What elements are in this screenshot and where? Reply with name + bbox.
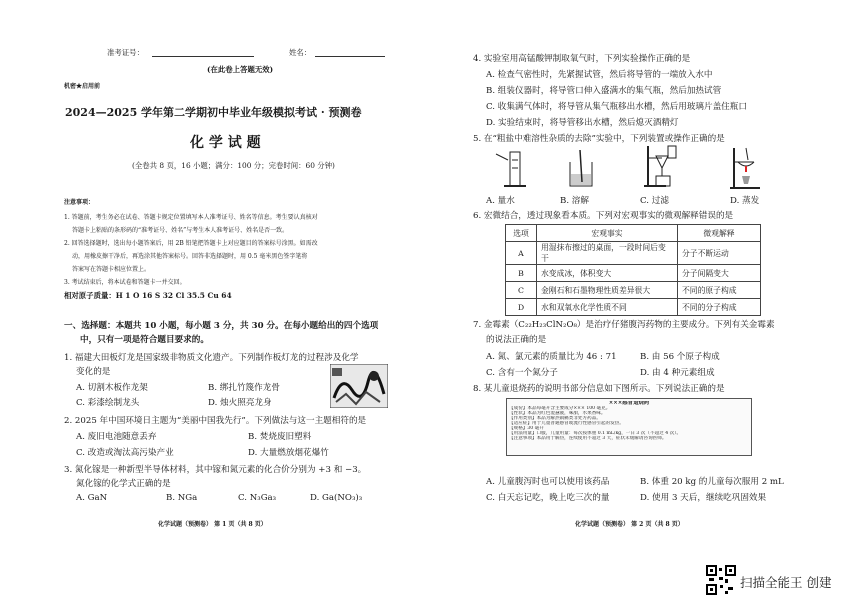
table-row (506, 299, 761, 316)
q4-option-c: C. 收集满气体时，将导管从集气瓶移出水槽，然后用玻璃片盖住瓶口 (486, 102, 747, 112)
section1-heading-cont: 中，只有一项是符合题目要求的。 (80, 335, 209, 345)
q2-option-c: C. 改造或淘汰高污染产业 (76, 448, 174, 458)
q3-option-a: A. GaN (76, 493, 108, 503)
q7-option-a: A. 氮、氯元素的质量比为 46 : 71 (486, 352, 617, 362)
q2-stem: 2. 2025 年中国环境日主题为“美丽中国我先行”。下列做法与这一主题相符的是 (64, 416, 367, 426)
q1-stem: 1. 福建大田板灯龙是国家级非物质文化遗产。下列制作板灯龙的过程涉及化学 (64, 353, 359, 363)
section1-heading: 一、选择题：本题共 10 小题，每小题 3 分，共 30 分。在每小题给出的四个选项 (64, 321, 379, 331)
table-cell: 分子间隔变大 (678, 265, 761, 282)
watermark-text: 扫描全能王 创建 (740, 575, 832, 590)
table-row (506, 242, 761, 265)
evaporation-setup-icon (726, 144, 766, 190)
filtration-setup-icon (640, 142, 684, 190)
q7-option-b: B. 由 56 个原子构成 (640, 352, 720, 362)
table-cell: 水和双氧水化学性质不同 (537, 299, 678, 316)
q5-option-a: A. 量水 (486, 196, 515, 206)
instruction-line: 【作用类别】本品为解热镇痛类非处方药品。 (509, 416, 601, 421)
table-cell: 水变成冰，体积变大 (537, 265, 678, 282)
table-cell: 用湿抹布擦过的桌面，一段时间后变干 (537, 242, 678, 265)
q4-stem: 4. 实验室用高锰酸钾制取氧气时，下列实验操作正确的是 (473, 54, 691, 64)
name-label: 姓名： (289, 48, 312, 57)
secret-label: 机密★启用前 (64, 83, 101, 90)
q3-option-d: D. Ga(NO₃)₃ (310, 493, 363, 503)
q4-option-d: D. 实验结束时，将导管移出水槽，然后熄灭酒精灯 (486, 118, 679, 128)
invalid-note: (在此卷上答题无效) (207, 65, 274, 74)
q3-stem: 3. 氮化镓是一种新型半导体材料，其中镓和氮元素的化合价分别为 +3 和 −3。 (64, 465, 367, 475)
q2-option-b: B. 焚烧废旧塑料 (248, 432, 312, 442)
exam-id-line (152, 56, 254, 57)
q8-option-a: A. 儿童腹泻时也可以使用该药品 (486, 477, 610, 487)
q8-option-d: D. 使用 3 天后，继续吃巩固效果 (640, 493, 767, 503)
q4-option-b: B. 组装仪器时，将导管口伸入盛满水的集气瓶，然后加热试管 (486, 86, 722, 96)
medicine-instructions-box (506, 398, 752, 456)
q1-option-b: B. 绑扎竹篾作龙骨 (208, 383, 280, 393)
table-cell: A (506, 242, 537, 265)
table-row (506, 282, 761, 299)
q8-option-b: B. 体重 20 kg 的儿童每次服用 2 mL (640, 477, 784, 487)
table-cell: 不同的分子构成 (678, 299, 761, 316)
q1-stem-cont: 变化的是 (76, 367, 111, 377)
table-cell: D (506, 299, 537, 316)
notice-2c: 答案写在答题卡相应位置上。 (72, 266, 151, 273)
subject-title: 化 学 试 题 (190, 135, 261, 151)
q8-option-c: C. 白天忘记吃，晚上吃三次的量 (486, 493, 610, 503)
table-cell: 不同的原子构成 (678, 282, 761, 299)
q7-stem-cont: 的说法正确的是 (486, 335, 547, 345)
q6-stem: 6. 宏微结合，透过现象看本质。下列对宏观事实的微观解释错误的是 (473, 211, 734, 221)
notice-1a: 1. 答题前，考生务必在试卷、答题卡规定位置填写本人准考证号、姓名等信息。考生要认真核对 (64, 214, 318, 221)
name-line (315, 56, 385, 57)
dragon-lantern-image (330, 364, 388, 408)
notice-title: 注意事项： (64, 199, 95, 206)
notice-2b: 动，用橡皮擦干净后，再选涂其他答案标号。回答非选择题时，用 0.5 毫米黑色签字笔将 (72, 253, 308, 260)
q3-option-c: C. N₃Ga₃ (238, 493, 277, 503)
q7-option-c: C. 含有一个氮分子 (486, 368, 558, 378)
exam-id-label: 准考证号： (107, 48, 144, 57)
instruction-line: 【注意事项】本品用于解热，连续使用不超过 3 天，症状未缓解请咨询医师。 (509, 436, 667, 441)
table-header-cell: 选项 (506, 225, 537, 242)
instruction-line: 【成份】本品每毫升含主要成分××× 100 毫克。 (509, 406, 611, 411)
notice-1b: 答题卡上粘贴的条形码的“准考证号、姓名”与考生本人准考证号、姓名是否一致。 (72, 227, 289, 234)
q5-stem: 5. 在“粗盐中难溶性杂质的去除”实验中，下列装置或操作正确的是 (473, 134, 725, 144)
table-header-cell: 宏观事实 (537, 225, 678, 242)
instruction-line: 【适应症】用于儿童普通感冒或流行性感冒引起的发热。 (509, 421, 624, 426)
q1-option-c: C. 彩漆绘制龙头 (76, 398, 140, 408)
table-cell: B (506, 265, 537, 282)
atomic-mass: 相对原子质量：H 1 O 16 S 32 Cl 35.5 Cu 64 (64, 291, 232, 300)
q2-option-d: D. 大量燃放烟花爆竹 (248, 448, 329, 458)
table-header-cell: 微观解释 (678, 225, 761, 242)
q7-option-d: D. 由 4 种元素组成 (640, 368, 715, 378)
page-footer-right: 化学试题（预测卷） 第 2 页（共 8 页） (575, 521, 684, 528)
instruction-line: 【性状】本品为红色混悬液，味甜，水果香味。 (509, 411, 606, 416)
page-footer-left: 化学试题（预测卷） 第 1 页（共 8 页） (158, 521, 267, 528)
instruction-line: 【规格】30 毫升 (509, 426, 544, 431)
medicine-title: ×××感冒退烧药 (608, 401, 650, 406)
table-cell: 分子不断运动 (678, 242, 761, 265)
q5-option-b: B. 溶解 (560, 196, 589, 206)
q5-option-c: C. 过滤 (640, 196, 669, 206)
table-header-row (506, 225, 761, 242)
q4-option-a: A. 检查气密性时，先紧握试管，然后将导管的一端放入水中 (486, 70, 713, 80)
q5-option-d: D. 蒸发 (730, 196, 760, 206)
q2-option-a: A. 废旧电池随意丢弃 (76, 432, 157, 442)
q1-option-d: D. 烛火照亮龙身 (208, 398, 272, 408)
table-row (506, 265, 761, 282)
q1-option-a: A. 切割木板作龙架 (76, 383, 148, 393)
graduated-cylinder-icon (490, 146, 540, 190)
q7-stem: 7. 金霉素（C₂₂H₂₃ClN₂O₈）是治疗仔猪腹泻药物的主要成分。下列有关金霉素 (473, 320, 775, 330)
q8-stem: 8. 某儿童退烧药的说明书部分信息如下图所示。下列说法正确的是 (473, 384, 725, 394)
exam-title: 2024—2025 学年第二学期初中毕业年级模拟考试 · 预测卷 (65, 106, 362, 119)
instruction-line: 【用法用量】口服，儿童用量：每次按体重 0.1 mL/kg，一日 3 次（不超过 4 次）。 (509, 431, 682, 436)
q6-table (505, 224, 761, 316)
beaker-stirring-icon (560, 146, 604, 190)
q3-option-b: B. NGa (166, 493, 198, 503)
exam-info: (全卷共 8 页，16 小题；满分：100 分；完卷时间：60 分钟) (132, 161, 335, 170)
q3-stem-cont: 氮化镓的化学式正确的是 (76, 479, 171, 489)
notice-2a: 2. 回答选择题时，选出每小题答案后，用 2B 铅笔把答题卡上对应题目的答案标号涂黑。如需改 (64, 240, 318, 247)
table-cell: C (506, 282, 537, 299)
table-cell: 金刚石和石墨物理性质差异很大 (537, 282, 678, 299)
notice-3: 3. 考试结束后，将本试卷和答题卡一并交回。 (64, 279, 186, 286)
qr-code-icon (706, 565, 736, 595)
